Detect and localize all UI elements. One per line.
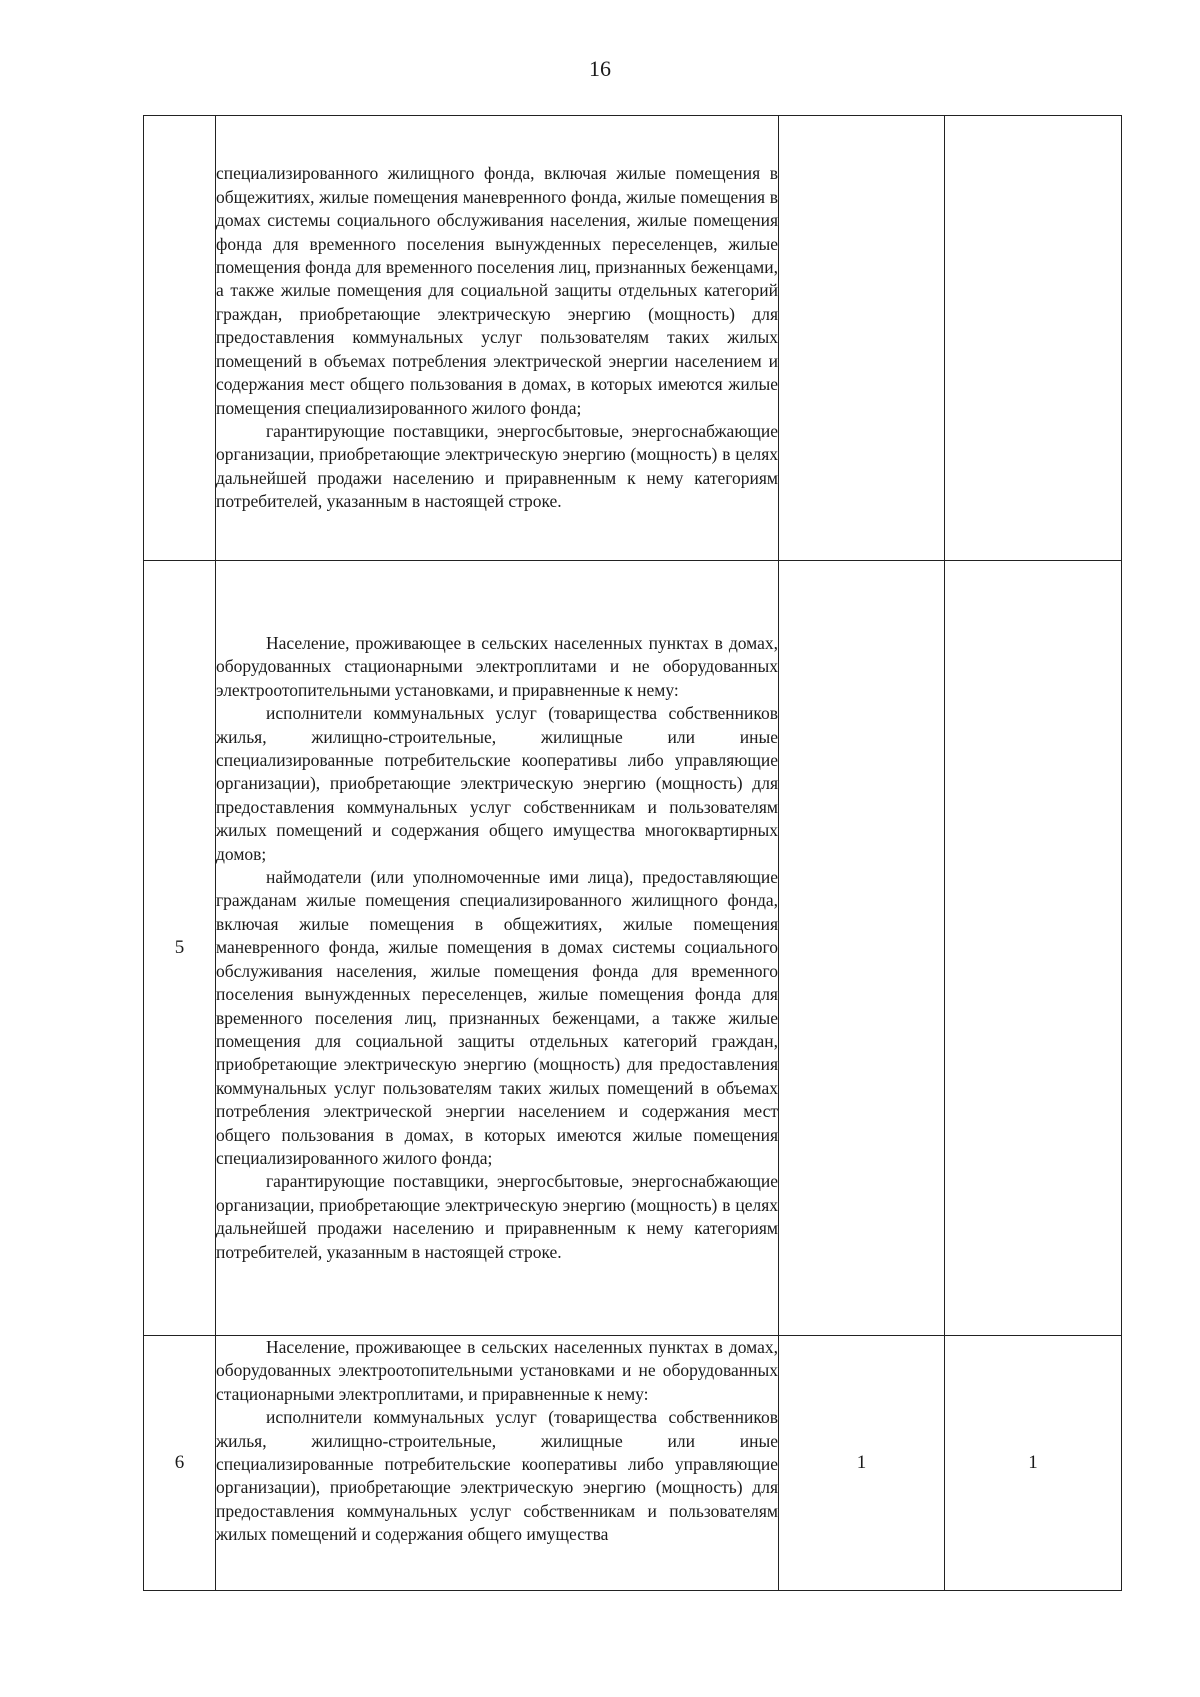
- description-cell: [216, 561, 779, 1336]
- description-cell: [216, 116, 779, 561]
- paragraph: исполнители коммунальных услуг (товарищества собственников жилья, жилищно-строительные, жилищные или иные специализированные потребительские кооперативы либо управляющие организации), приобретающие электрическую энергию (мощность) для предоставления коммунальных услуг собственникам и пользователям жилых помещений и содержания общего имущества многоквартирных домов;: [216, 703, 778, 864]
- value-cell-col4: [945, 561, 1122, 1336]
- value-cell-col4: [945, 116, 1122, 561]
- value-cell-col3: 1: [779, 1336, 945, 1591]
- paragraph: Население, проживающее в сельских населенных пунктах в домах, оборудованных стационарными электроплитами и не оборудованных электроотопительными установками, и приравненные к нему:: [216, 633, 778, 700]
- value-cell-col4: 1: [945, 1336, 1122, 1591]
- tariff-table: [143, 115, 1122, 1591]
- paragraph: исполнители коммунальных услуг (товарищества собственников жилья, жилищно-строительные, жилищные или иные специализированные потребительские кооперативы либо управляющие организации), приобретающие электрическую энергию (мощность) для предоставления коммунальных услуг собственникам и пользователям жилых помещений и содержания общего имущества: [216, 1407, 778, 1545]
- paragraph: специализированного жилищного фонда, включая жилые помещения в общежитиях, жилые помещения маневренного фонда, жилые помещения в домах системы социального обслуживания населения, жилые помещения фонда для временного поселения вынужденных переселенцев, жилые помещения фонда для временного поселения лиц, признанных беженцами, а также жилые помещения для социальной защиты отдельных категорий граждан, приобретающие электрическую энергию (мощность) для предоставления коммунальных услуг пользователям таких жилых помещений в объемах потребления электрической энергии населением и содержания мест общего пользования в домах, в которых имеются жилые помещения специализированного жилого фонда;: [216, 163, 778, 418]
- value-cell-col3: [779, 116, 945, 561]
- row-number-cell: [144, 116, 216, 561]
- paragraph: гарантирующие поставщики, энергосбытовые, энергоснабжающие организации, приобретающие электрическую энергию (мощность) в целях дальнейшей продажи населению и приравненным к нему категориям потребителей, указанным в настоящей строке.: [216, 1171, 778, 1262]
- table-row: [144, 1336, 1122, 1591]
- value-cell-col3: [779, 561, 945, 1336]
- description-cell: [216, 1336, 779, 1591]
- paragraph: Население, проживающее в сельских населенных пунктах в домах, оборудованных электроотопительными установками и не оборудованных стационарными электроплитами, и приравненные к нему:: [216, 1337, 778, 1404]
- row-number-cell: 5: [144, 561, 216, 1336]
- paragraph: гарантирующие поставщики, энергосбытовые, энергоснабжающие организации, приобретающие электрическую энергию (мощность) в целях дальнейшей продажи населению и приравненным к нему категориям потребителей, указанным в настоящей строке.: [216, 420, 778, 512]
- page-number: 16: [589, 56, 611, 81]
- paragraph: наймодатели (или уполномоченные ими лица), предоставляющие гражданам жилые помещения специализированного жилищного фонда, включая жилые помещения в общежитиях, жилые помещения маневренного фонда, жилые помещения в домах системы социального обслуживания населения, жилые помещения фонда для временного поселения вынужденных переселенцев, жилые помещения фонда для временного поселения лиц, признанных беженцами, а также жилые помещения для социальной защиты отдельных категорий граждан, приобретающие электрическую энергию (мощность) для предоставления коммунальных услуг пользователям таких жилых помещений в объемах потребления электрической энергии населением и содержания мест общего пользования в домах, в которых имеются жилые помещения специализированного жилого фонда;: [216, 867, 778, 1168]
- table-row: [144, 561, 1122, 1336]
- table-row: [144, 116, 1122, 561]
- row-number-cell: 6: [144, 1336, 216, 1591]
